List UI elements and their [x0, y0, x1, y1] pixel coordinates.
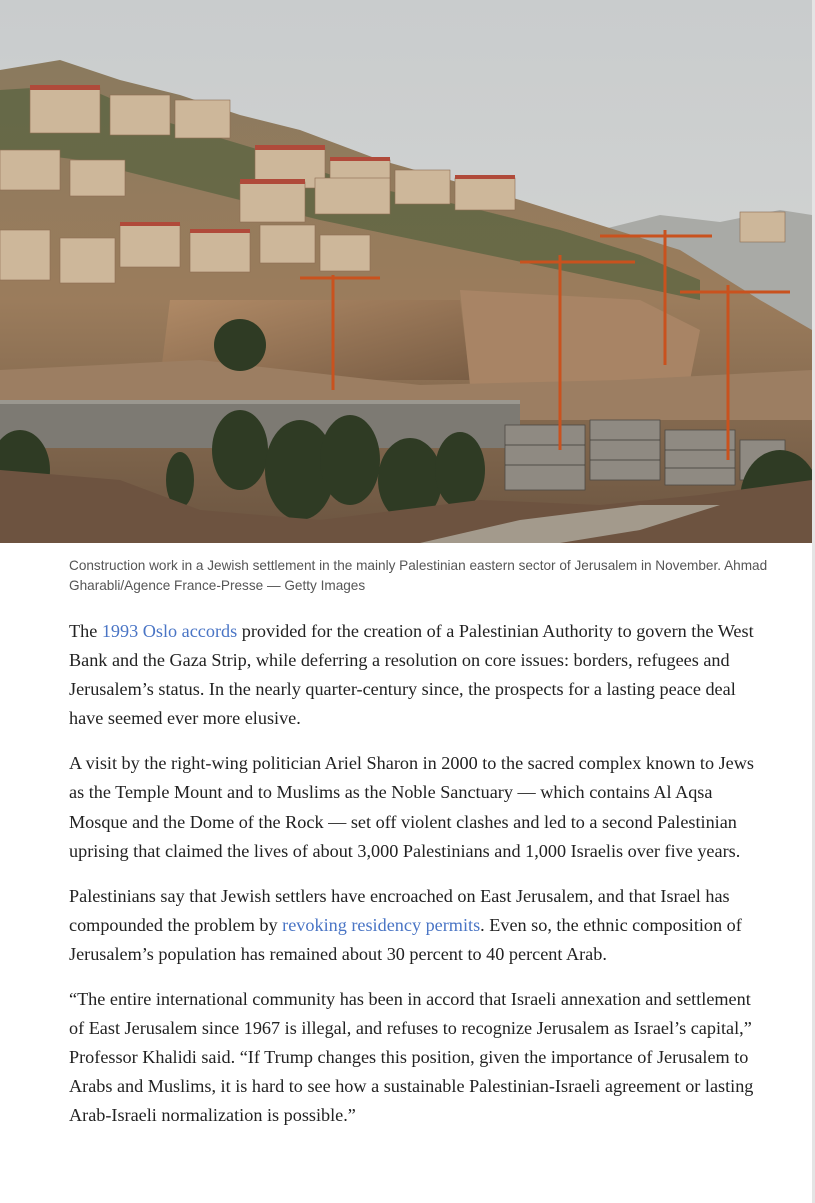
residency-permits-link[interactable]: revoking residency permits — [282, 914, 481, 935]
photo-caption — [69, 556, 769, 596]
paragraph-3 — [69, 882, 759, 969]
caption-credit: Ahmad Gharabli/Agence France-Presse — Getty Images — [69, 558, 768, 593]
paragraph-4: “The entire international community has been in accord that Israeli annexation and settlement of East Jerusalem since 1967 is illegal, and refuses to recognize Jerusalem as Israel’s capital,” Professor Khalidi said. “If Trump changes this position, given the importance of Jerusalem to Arabs and Muslims, it is hard to see how a sustainable Palestinian-Israeli agreement or lasting Arab-Israeli normalization is possible.” — [69, 989, 754, 1126]
paragraph-2: A visit by the right-wing politician Ariel Sharon in 2000 to the sacred complex known to Jews as the Temple Mount and to Muslims as the Noble Sanctuary — which contains Al Aqsa Mosque and the Dome of the Rock — set off violent clashes and led to a second Palestinian uprising that claimed the lives of about 3,000 Palestinians and 1,000 Israelis over five years. — [69, 753, 754, 861]
article-body — [69, 617, 759, 1147]
caption-text: Construction work in a Jewish settlement in the mainly Palestinian eastern sector of Jerusalem in November. — [69, 558, 722, 573]
paragraph-1 — [69, 617, 759, 733]
settlement-construction-photo — [0, 0, 812, 543]
paragraph-text: The — [69, 621, 102, 641]
hero-photo — [0, 0, 812, 543]
paragraph-text: . Even so, the ethnic composition of Jerusalem’s population has remained about 30 percent to 40 percent Arab. — [69, 914, 742, 964]
paragraph-text: Palestinians say that Jewish settlers have encroached on East Jerusalem, and that Israel has compounded the problem by — [69, 885, 730, 935]
oslo-accords-link[interactable]: 1993 Oslo accords — [101, 621, 238, 641]
paragraph-text: provided for the creation of a Palestinian Authority to govern the West Bank and the Gaza Strip, while deferring a resolution on core issues: borders, refugees and Jerusalem’s status. In the nearly quarter-century since, the prospects for a lasting peace deal have seemed ever more elusive. — [69, 621, 754, 729]
